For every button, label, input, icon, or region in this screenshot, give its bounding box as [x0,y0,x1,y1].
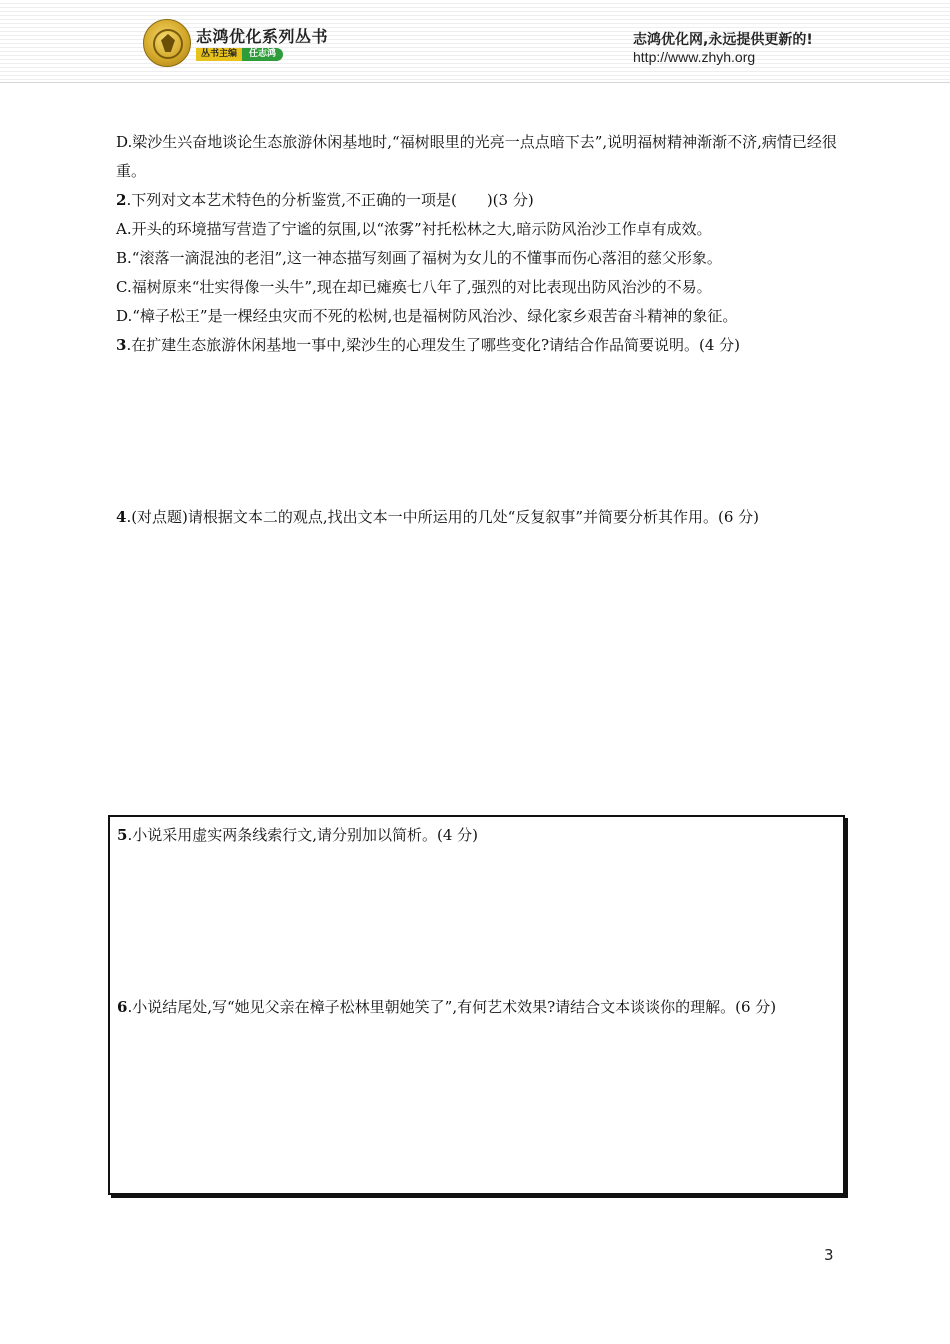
question-4 [116,503,846,532]
option-2c: C.福树原来“壮实得像一头牛”,现在却已瘫痪七八年了,强烈的对比表现出防风治沙的不易。 [116,278,712,296]
question-3-number: 3 [116,336,127,354]
page-number: 3 [824,1246,834,1264]
question-6-block [117,993,835,1022]
question-content [116,128,846,532]
question-5 [117,821,835,850]
question-2 [116,186,846,215]
question-6-text: .小说结尾处,写“她见父亲在樟子松林里朝她笑了”,有何艺术效果?请结合文本谈谈你的理解。(6 分) [127,998,777,1016]
editor-label: 丛书主编 [196,48,242,61]
question-3 [116,331,846,360]
series-title: 志鸿优化系列丛书 [196,27,329,46]
question-6-number: 6 [117,998,128,1016]
emblem-logo-icon [143,19,191,67]
question-5-number: 5 [117,826,128,844]
editor-name: 任志鸿 [242,48,283,61]
question-6 [117,993,835,1022]
question-5-block [117,821,835,850]
option-1d: D.梁沙生兴奋地谈论生态旅游休闲基地时,“福树眼里的光亮一点点暗下去”,说明福树精神渐渐不济,病情已经很重。 [116,133,837,180]
option-2d: D.“樟子松王”是一棵经虫灾而不死的松树,也是福树防风治沙、绿化家乡艰苦奋斗精神的象征。 [116,307,738,325]
answer-box [108,815,845,1195]
header-divider [0,82,950,83]
site-url: http://www.zhyh.org [633,49,756,65]
question-3-text: .在扩建生态旅游休闲基地一事中,梁沙生的心理发生了哪些变化?请结合作品简要说明。(4 分) [126,336,741,354]
option-2b: B.“滚落一滴混浊的老泪”,这一神态描写刻画了福树为女儿的不懂事而伤心落泪的慈父形象。 [116,249,722,267]
answer-space-3 [116,360,846,503]
question-4-number: 4 [116,508,127,526]
question-2-text: .下列对文本艺术特色的分析鉴赏,不正确的一项是( )(3 分) [126,191,534,209]
site-slogan: 志鸿优化网,永远提供更新的! [633,32,813,48]
question-5-text: .小说采用虚实两条线索行文,请分别加以简析。(4 分) [127,826,478,844]
editor-credit [196,48,283,61]
question-2-number: 2 [116,191,127,209]
question-4-text: .(对点题)请根据文本二的观点,找出文本一中所运用的几处“反复叙事”并简要分析其作用。(6 分) [126,508,760,526]
option-2a: A.开头的环境描写营造了宁谧的氛围,以“浓雾”衬托松林之大,暗示防风治沙工作卓有成效。 [116,220,712,238]
